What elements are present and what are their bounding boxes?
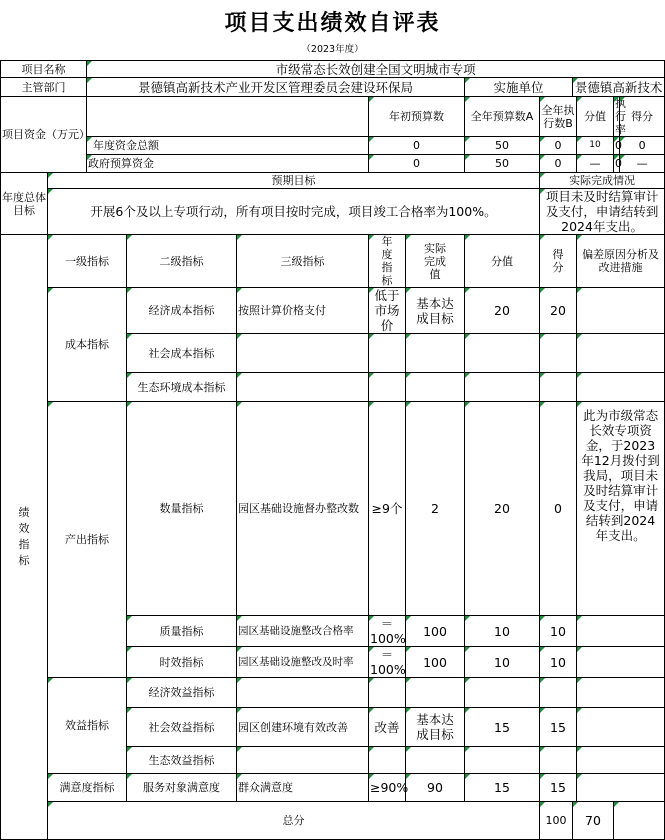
project-name-value: 市级常态长效创建全国文明城市专项 xyxy=(87,61,665,78)
fund-total-executed: 0 xyxy=(540,137,577,155)
fund-gov-rate: 0 xyxy=(614,155,620,173)
goal-expected-header: 预期目标 xyxy=(48,173,540,189)
output-quality-score: 10 xyxy=(540,616,577,647)
dept-row xyxy=(1,78,665,97)
total-value: 100 xyxy=(540,802,573,840)
perf-header-row xyxy=(1,235,665,288)
benefit-label: 效益指标 xyxy=(48,678,127,774)
fund-header-row xyxy=(1,97,665,137)
output-analysis: 此为市级常态长效专项资金，于2023年12月拨付到我局，项目未及时结算审计及支付，申请结转到2024年支出。 xyxy=(577,402,665,616)
goal-label: 年度总体目标 xyxy=(1,173,48,235)
fund-header-score: 得分 xyxy=(620,97,665,137)
output-timeliness-annual: ＝100% xyxy=(370,647,406,677)
header-level3: 三级指标 xyxy=(237,235,369,288)
total-row xyxy=(1,802,665,840)
fund-gov-initial: 0 xyxy=(369,155,465,173)
output-quality-annual: ＝100% xyxy=(370,616,406,646)
output-timeliness-score: 10 xyxy=(540,647,577,678)
benefit-social-annual: 改善 xyxy=(369,708,406,747)
header-level2: 二级指标 xyxy=(127,235,237,288)
satisfaction-actual: 90 xyxy=(406,774,465,802)
impl-unit-value: 景德镇高新技术 xyxy=(573,78,665,97)
fund-gov-annual: 50 xyxy=(465,155,540,173)
fund-total-score-value: 10 xyxy=(577,137,614,155)
header-value: 分值 xyxy=(465,235,540,288)
total-label: 总分 xyxy=(48,802,540,840)
fund-total-score: 0 xyxy=(620,137,665,155)
output-timeliness-actual: 100 xyxy=(406,647,465,678)
project-name-label: 项目名称 xyxy=(1,61,87,78)
benefit-economic-label: 经济效益指标 xyxy=(127,678,237,708)
fund-label: 项目资金（万元） xyxy=(1,97,87,173)
cost-label: 成本指标 xyxy=(48,288,127,402)
project-row xyxy=(1,61,665,78)
fund-gov-score-value: — xyxy=(577,155,614,173)
benefit-social-indicator: 园区创建环境有效改善 xyxy=(237,708,369,747)
benefit-social-label: 社会效益指标 xyxy=(127,708,237,747)
cost-eco-label: 生态环境成本指标 xyxy=(127,373,237,402)
fund-total-label: 年度资金总额 xyxy=(87,137,369,155)
perf-side-label: 绩效指标 xyxy=(18,506,30,567)
satisfaction-annual: ≥90% xyxy=(369,774,406,802)
fund-gov-executed: 0 xyxy=(540,155,577,173)
cost-economic-score: 20 xyxy=(540,288,577,334)
fund-gov-score: — xyxy=(620,155,665,173)
goal-content-row xyxy=(1,189,665,235)
header-annual: 年度指标 xyxy=(369,235,406,288)
benefit-social-score: 15 xyxy=(540,708,577,747)
output-timeliness-value: 10 xyxy=(465,647,540,678)
output-quantity-value: 20 xyxy=(465,402,540,616)
satisfaction-indicator: 群众满意度 xyxy=(237,774,369,802)
fund-gov-row xyxy=(1,155,665,173)
goal-actual-text: 项目未及时结算审计及支付，申请结转到2024年支出。 xyxy=(540,189,665,235)
cost-economic-value: 20 xyxy=(465,288,540,334)
output-quality-label: 质量指标 xyxy=(127,616,237,647)
output-quantity-label: 数量指标 xyxy=(127,402,237,616)
header-analysis: 偏差原因分析及改进措施 xyxy=(577,235,665,288)
header-score: 得分 xyxy=(540,235,577,288)
fund-header-score-value: 分值 xyxy=(577,97,614,137)
satisfaction-sub-label: 服务对象满意度 xyxy=(127,774,237,802)
output-quantity-row xyxy=(1,402,665,616)
cost-economic-annual: 低于市场价 xyxy=(369,288,406,334)
total-score: 70 xyxy=(573,802,614,840)
fund-gov-label: 政府预算资金 xyxy=(87,155,369,173)
dept-label: 主管部门 xyxy=(1,78,87,97)
cost-economic-label: 经济成本指标 xyxy=(127,288,237,334)
page-title: 项目支出绩效自评表 xyxy=(224,10,441,36)
header-actual: 实际完成值 xyxy=(406,235,465,288)
fund-total-rate: 0 xyxy=(614,137,620,155)
satisfaction-score: 15 xyxy=(540,774,577,802)
fund-header-initial: 年初预算数 xyxy=(369,97,465,137)
goal-header-row xyxy=(1,173,665,189)
cost-economic-actual: 基本达成目标 xyxy=(406,288,465,334)
fund-header-annual: 全年预算数A xyxy=(465,97,540,137)
output-label: 产出指标 xyxy=(48,402,127,678)
output-timeliness-label: 时效指标 xyxy=(127,647,237,678)
year-label: （2023年度） xyxy=(301,44,364,55)
benefit-economic-row xyxy=(1,678,665,708)
goal-actual-header: 实际完成情况 xyxy=(540,173,665,189)
output-quality-actual: 100 xyxy=(406,616,465,647)
output-timeliness-indicator: 园区基础设施整改及时率 xyxy=(237,647,369,678)
output-quantity-actual: 2 xyxy=(406,402,465,616)
satisfaction-value: 15 xyxy=(465,774,540,802)
fund-total-row xyxy=(1,137,665,155)
self-evaluation-table xyxy=(0,60,665,840)
output-quantity-annual: ≥9个 xyxy=(369,402,406,616)
cost-economic-indicator: 按照计算价格支付 xyxy=(237,288,369,334)
benefit-social-actual: 基本达成目标 xyxy=(406,708,465,747)
benefit-eco-label: 生态效益指标 xyxy=(127,747,237,774)
output-quality-indicator: 园区基础设施整改合格率 xyxy=(237,616,369,647)
benefit-social-value: 15 xyxy=(465,708,540,747)
cost-social-label: 社会成本指标 xyxy=(127,334,237,373)
header-level1: 一级指标 xyxy=(48,235,127,288)
fund-header-executed: 全年执行数B xyxy=(540,97,577,137)
fund-total-initial: 0 xyxy=(369,137,465,155)
fund-total-annual: 50 xyxy=(465,137,540,155)
dept-value: 景德镇高新技术产业开发区管理委员会建设环保局 xyxy=(87,78,465,97)
cost-economic-row xyxy=(1,288,665,334)
satisfaction-row xyxy=(1,774,665,802)
output-quantity-score: 0 xyxy=(540,402,577,616)
output-quantity-indicator: 园区基础设施督办整改数 xyxy=(237,402,369,616)
impl-unit-label: 实施单位 xyxy=(465,78,573,97)
satisfaction-label: 满意度指标 xyxy=(48,774,127,802)
output-quality-value: 10 xyxy=(465,616,540,647)
fund-header-rate: 执行率 xyxy=(615,97,626,136)
goal-expected-text: 开展6个及以上专项行动，所有项目按时完成，项目竣工合格率为100%。 xyxy=(48,189,540,235)
